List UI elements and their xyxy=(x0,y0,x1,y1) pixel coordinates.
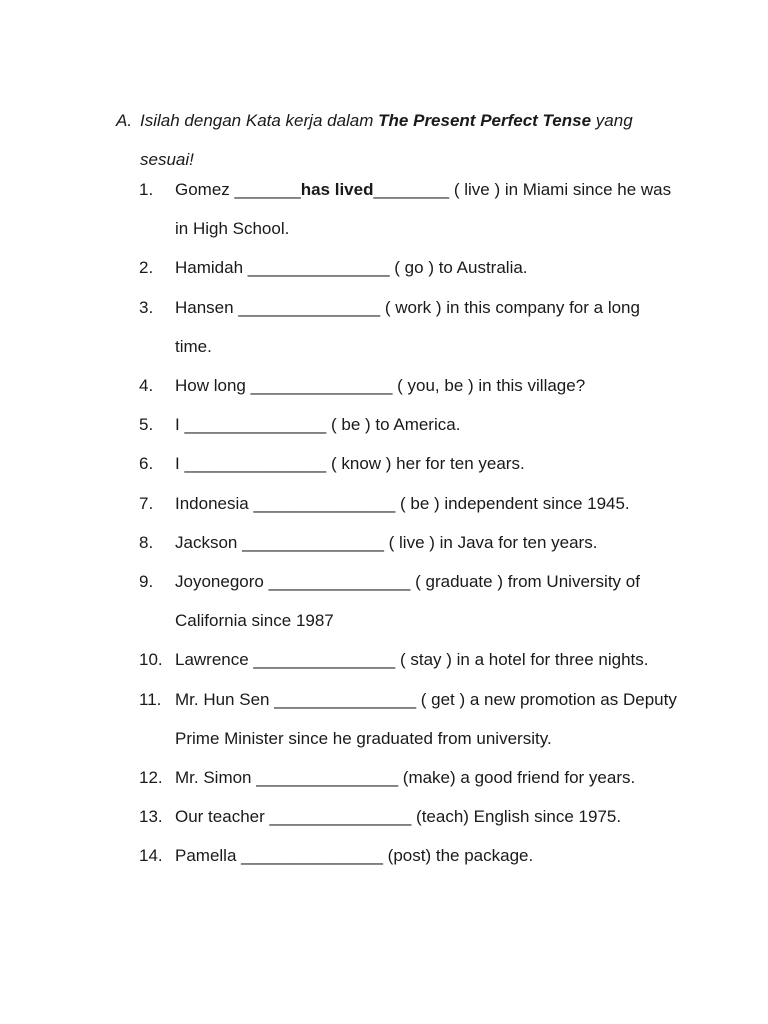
item-number: 11. xyxy=(139,689,162,709)
item-number: 6. xyxy=(139,454,154,474)
item-number: 14. xyxy=(139,846,163,866)
instruction-bold: The Present Perfect Tense xyxy=(378,111,592,130)
exercise-item xyxy=(139,758,679,797)
item-text: Mr. Simon _______________ (make) a good friend for years. xyxy=(175,768,636,788)
item-text xyxy=(175,170,679,248)
item-number: 4. xyxy=(139,376,154,396)
item-text-after: ________ ( live ) in Miami since he was in High School. xyxy=(175,180,672,239)
item-text: Indonesia _______________ ( be ) independent since 1945. xyxy=(175,493,630,513)
instruction-suffix: yang xyxy=(591,111,633,130)
exercise-item xyxy=(139,484,679,523)
section-instruction xyxy=(140,101,676,179)
item-text: Our teacher _______________ (teach) English since 1975. xyxy=(175,807,622,827)
item-number: 13. xyxy=(139,807,163,827)
exercise-list xyxy=(139,170,679,876)
exercise-item xyxy=(139,248,679,287)
item-number: 8. xyxy=(139,532,154,552)
item-number: 5. xyxy=(139,415,154,435)
item-number: 12. xyxy=(139,768,163,788)
exercise-item xyxy=(139,836,679,875)
filled-answer: has lived xyxy=(300,180,374,199)
item-text: Lawrence _______________ ( stay ) in a hotel for three nights. xyxy=(175,650,649,670)
item-text: How long _______________ ( you, be ) in this village? xyxy=(175,376,586,396)
exercise-item xyxy=(139,523,679,562)
item-text: Pamella _______________ (post) the package. xyxy=(175,846,534,866)
item-number: 1. xyxy=(139,180,154,199)
section-heading xyxy=(116,101,676,169)
item-text-before: Gomez _______ xyxy=(175,180,301,199)
exercise-item xyxy=(139,170,679,248)
section-letter: A. xyxy=(116,111,133,130)
exercise-item xyxy=(139,562,679,640)
item-text: Hansen _______________ ( work ) in this company for a long time. xyxy=(175,297,640,356)
item-number: 3. xyxy=(139,297,154,317)
item-text: Hamidah _______________ ( go ) to Australia. xyxy=(175,258,528,278)
exercise-item xyxy=(139,366,679,405)
exercise-item xyxy=(139,680,679,758)
exercise-item xyxy=(139,640,679,679)
item-number: 9. xyxy=(139,572,154,592)
item-number: 7. xyxy=(139,493,154,513)
instruction-prefix: Isilah dengan Kata kerja dalam xyxy=(140,111,379,130)
item-text: Mr. Hun Sen _______________ ( get ) a new promotion as Deputy Prime Minister since he graduated from university. xyxy=(175,689,677,748)
item-text: Jackson _______________ ( live ) in Java for ten years. xyxy=(175,532,598,552)
exercise-item xyxy=(139,405,679,444)
item-text: Joyonegoro _______________ ( graduate ) from University of California since 1987 xyxy=(175,572,640,631)
exercise-item xyxy=(139,797,679,836)
exercise-item xyxy=(139,288,679,366)
item-number: 2. xyxy=(139,258,154,278)
exercise-item xyxy=(139,444,679,483)
item-text: I _______________ ( know ) her for ten years. xyxy=(175,454,525,474)
item-text: I _______________ ( be ) to America. xyxy=(175,415,461,435)
instruction-suffix-line2: sesuai! xyxy=(140,150,194,169)
item-number: 10. xyxy=(139,650,163,670)
